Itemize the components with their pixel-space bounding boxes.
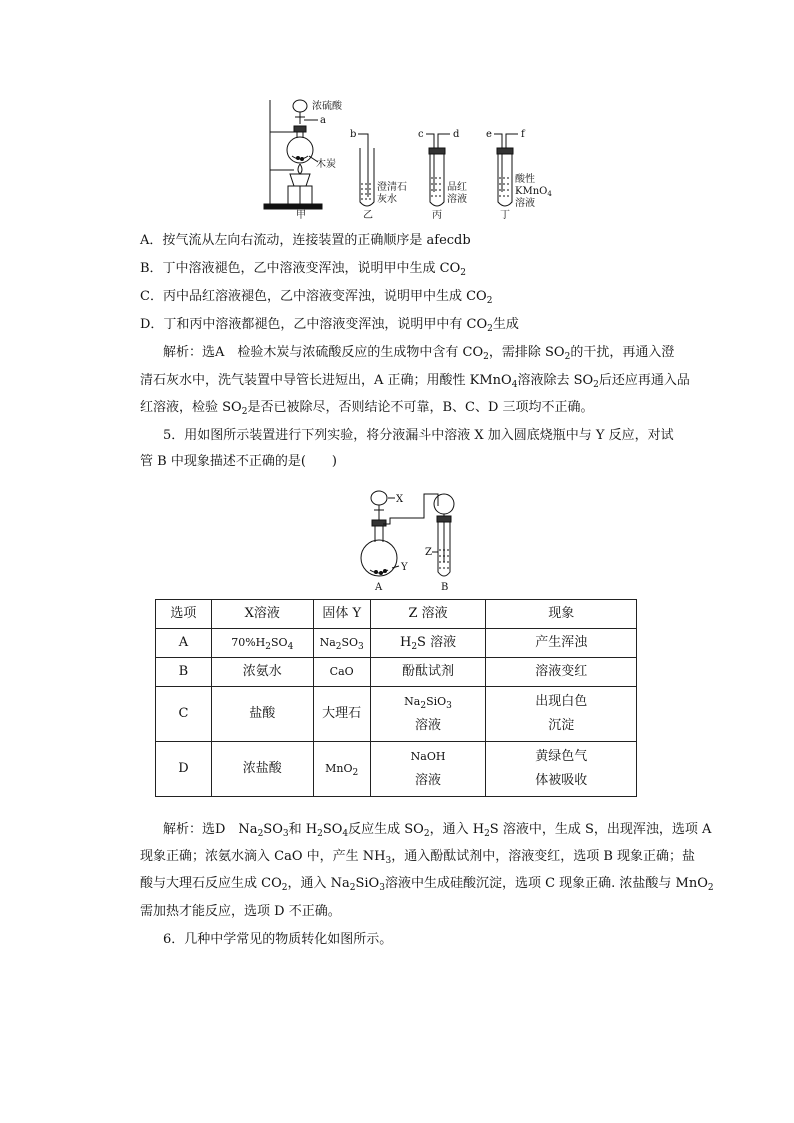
label-limewater-2: 灰水 bbox=[377, 194, 397, 205]
q4-analysis-line-2: 清石灰水中，洗气装置中导管长进短出，A 正确；用酸性 KMnO$_4$溶液除去 $SO_2$后还应再通入品 bbox=[140, 373, 690, 390]
label-a: a bbox=[320, 115, 326, 126]
q4-analysis-line-1: 解析：选A 检验木炭与浓硫酸反应的生成物中含有 $CO_2$，需排除 $SO_2$的干扰，再通入澄 bbox=[163, 345, 675, 362]
cell-y: MnO$_2$ bbox=[313, 742, 370, 797]
q5-analysis-line-4: 需加热才能反应，选项 D 不正确。 bbox=[140, 904, 341, 919]
cell-option: C bbox=[156, 687, 212, 742]
q4-option-b: B．丁中溶液褪色，乙中溶液变浑浊，说明甲中生成 $CO_2$ bbox=[140, 261, 467, 278]
q4-analysis-line-3: 红溶液，检验 $SO_2$是否已被除尽，否则结论不可靠，B、C、D 三项均不正确。 bbox=[140, 400, 594, 417]
label-b: b bbox=[350, 129, 357, 140]
label-f: f bbox=[521, 129, 525, 140]
cell-y: CaO bbox=[313, 658, 370, 687]
label-bing: 丙 bbox=[432, 210, 442, 221]
cell-x: 浓盐酸 bbox=[211, 742, 313, 797]
label-charcoal: 木炭 bbox=[316, 159, 336, 170]
label-conc-acid: 浓硫酸 bbox=[312, 101, 342, 112]
label-jia: 甲 bbox=[296, 210, 306, 221]
cell-y: $Na_2SO_3$ bbox=[313, 629, 370, 658]
q5-stem-line-1: 5．用如图所示装置进行下列实验，将分液漏斗中溶液 X 加入圆底烧瓶中与 Y 反应，对试 bbox=[163, 428, 674, 443]
q6-stem: 6．几种中学常见的物质转化如图所示。 bbox=[163, 932, 393, 947]
cell-phenomenon: 出现白色 沉淀 bbox=[486, 687, 637, 742]
cell-z: $H_2S$ 溶液 bbox=[370, 629, 486, 658]
header-x: X溶液 bbox=[211, 600, 313, 629]
apparatus-figure-2 bbox=[352, 480, 472, 594]
label-a-flask: A bbox=[375, 582, 383, 593]
table-row bbox=[156, 629, 637, 658]
label-e: e bbox=[486, 129, 492, 140]
cell-z: $Na_2SiO_3$ 溶液 bbox=[370, 687, 486, 742]
label-y: Y bbox=[401, 562, 408, 573]
cell-option: B bbox=[156, 658, 212, 687]
q5-analysis-line-1: 解析：选D $Na_2SO_3$和 $H_2SO_4$反应生成 $SO_2$，通入 $H_2S$ 溶液中，生成 S，出现浑浊，选项 A bbox=[163, 822, 712, 839]
q5-analysis-line-3: 酸与大理石反应生成 $CO_2$，通入 $Na_2SiO_3$溶液中生成硅酸沉淀，选项 C 现象正确. 浓盐酸与 MnO$_2$ bbox=[140, 876, 714, 893]
label-magenta-2: 溶液 bbox=[447, 194, 467, 205]
label-b-tube: B bbox=[441, 582, 449, 593]
apparatus-figure-1 bbox=[262, 92, 552, 222]
header-phenomenon: 现象 bbox=[486, 600, 637, 629]
cell-option: D bbox=[156, 742, 212, 797]
table-header-row bbox=[156, 600, 637, 629]
header-y: 固体 Y bbox=[313, 600, 370, 629]
table-row bbox=[156, 742, 637, 797]
table-row bbox=[156, 658, 637, 687]
label-yi: 乙 bbox=[363, 210, 373, 221]
header-option: 选项 bbox=[156, 600, 212, 629]
cell-z: NaOH 溶液 bbox=[370, 742, 486, 797]
header-z: Z 溶液 bbox=[370, 600, 486, 629]
label-kmno4: KMnO$_4$ bbox=[515, 186, 552, 198]
label-d: d bbox=[453, 129, 460, 140]
label-ding: 丁 bbox=[500, 210, 510, 221]
label-acidic: 酸性 bbox=[515, 174, 535, 185]
label-kmno4-solution: 溶液 bbox=[515, 198, 535, 209]
cell-x: 浓氨水 bbox=[211, 658, 313, 687]
q4-option-a: A．按气流从左向右流动，连接装置的正确顺序是 afecdb bbox=[140, 233, 471, 248]
q5-stem-line-2: 管 B 中现象描述不正确的是( ) bbox=[140, 454, 337, 469]
cell-z: 酚酞试剂 bbox=[370, 658, 486, 687]
cell-phenomenon: 黄绿色气 体被吸收 bbox=[486, 742, 637, 797]
cell-y: 大理石 bbox=[313, 687, 370, 742]
q4-option-d: D．丁和丙中溶液都褪色，乙中溶液变浑浊，说明甲中有 $CO_2$生成 bbox=[140, 317, 519, 334]
cell-x: 盐酸 bbox=[211, 687, 313, 742]
label-c: c bbox=[418, 129, 424, 140]
q5-options-table bbox=[155, 599, 637, 797]
cell-phenomenon: 产生浑浊 bbox=[486, 629, 637, 658]
cell-phenomenon: 溶液变红 bbox=[486, 658, 637, 687]
cell-option: A bbox=[156, 629, 212, 658]
label-limewater-1: 澄清石 bbox=[377, 182, 407, 193]
cell-x: $70\%H_2SO_4$ bbox=[211, 629, 313, 658]
label-x: X bbox=[396, 494, 404, 505]
label-z: Z bbox=[425, 547, 432, 558]
q4-option-c: C．丙中品红溶液褪色，乙中溶液变浑浊，说明甲中生成 $CO_2$ bbox=[140, 289, 493, 306]
table-row bbox=[156, 687, 637, 742]
label-magenta-1: 品红 bbox=[447, 182, 467, 193]
q5-analysis-line-2: 现象正确；浓氨水滴入 CaO 中，产生 $NH_3$，通入酚酞试剂中，溶液变红，选项 B 现象正确；盐 bbox=[140, 849, 696, 866]
